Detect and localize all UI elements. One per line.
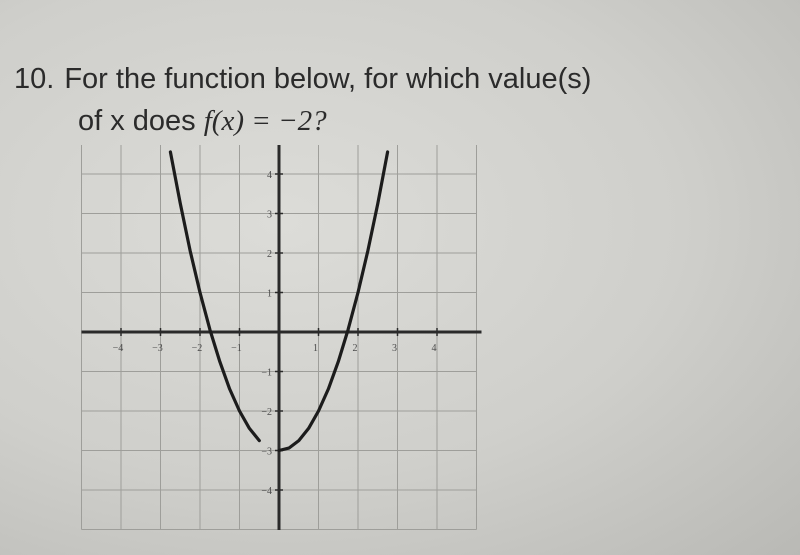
y-tick-label: 3	[267, 209, 272, 221]
x-tick-label: 3	[392, 343, 397, 354]
x-tick-label: 2	[352, 343, 358, 354]
question-line-2	[14, 100, 591, 142]
y-tick-label: −3	[261, 446, 272, 458]
y-tick-label: −4	[261, 486, 272, 497]
function-curve-piece-2	[279, 152, 388, 451]
x-tick-label: −2	[191, 343, 203, 354]
x-tick-label: −4	[112, 343, 124, 354]
x-tick-label: −3	[152, 343, 163, 354]
x-tick-label: 4	[431, 343, 437, 354]
question-number: 10.	[14, 63, 55, 95]
x-tick-label: −1	[231, 343, 242, 354]
y-tick-label: −2	[261, 407, 272, 418]
y-tick-label: 1	[267, 288, 272, 300]
question-text-line-2: of x does	[78, 105, 204, 137]
question-line-1	[14, 58, 591, 100]
x-tick-label: 1	[313, 343, 318, 354]
y-tick-label: 4	[267, 170, 272, 181]
question-text-line-1: For the function below, for which value(s)	[64, 63, 592, 95]
function-expression: f(x) = −2?	[203, 105, 327, 137]
function-graph	[72, 145, 492, 530]
y-tick-label: −1	[261, 367, 272, 379]
y-tick-label: 2	[267, 249, 272, 260]
function-curve-piece-1	[170, 152, 259, 441]
question-10	[14, 58, 591, 142]
